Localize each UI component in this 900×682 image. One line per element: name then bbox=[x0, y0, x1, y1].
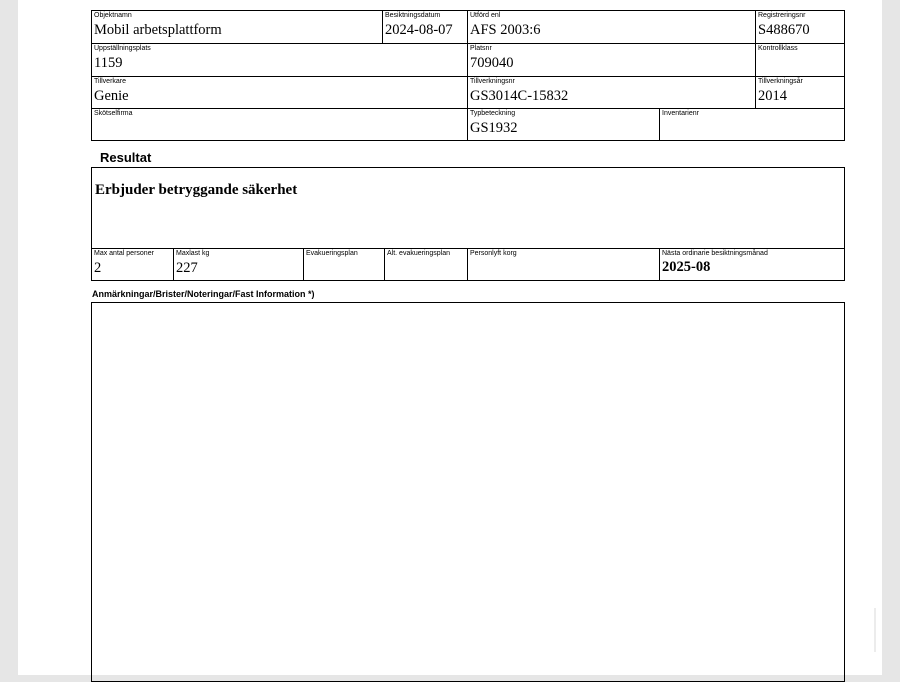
maxlast-cell bbox=[173, 248, 303, 281]
personlyft-korg-label: Personlyft korg bbox=[470, 250, 517, 257]
besiktningsdatum-label: Besiktningsdatum bbox=[385, 12, 441, 19]
skotselfirma-cell bbox=[91, 108, 467, 141]
tillverkare-cell bbox=[91, 76, 467, 108]
typbeteckning-label: Typbeteckning bbox=[470, 110, 516, 117]
max-antal-personer-cell bbox=[91, 248, 173, 281]
tillverkningsnr-label: Tillverkningsnr bbox=[470, 78, 515, 85]
max-antal-personer-label: Max antal personer bbox=[94, 250, 154, 257]
registreringsnr-cell bbox=[755, 10, 845, 43]
registreringsnr-label: Registreringsnr bbox=[758, 12, 806, 19]
objektnamn-value: Mobil arbetsplattform bbox=[94, 22, 222, 38]
tillverkare-value: Genie bbox=[94, 88, 129, 104]
platsnr-cell bbox=[467, 43, 755, 76]
tillverkare-label: Tillverkare bbox=[94, 78, 127, 85]
utford-enl-value: AFS 2003:6 bbox=[470, 22, 541, 38]
registreringsnr-value: S488670 bbox=[758, 22, 810, 38]
tillverkningsnr-value: GS3014C-15832 bbox=[470, 88, 569, 104]
page-edge-mark bbox=[874, 608, 876, 652]
tillverkningsar-value: 2014 bbox=[758, 88, 787, 104]
kontrollklass-label: Kontrollklass bbox=[758, 45, 798, 52]
uppstallningsplats-value: 1159 bbox=[94, 55, 123, 71]
alt-evakueringsplan-label: Alt. evakueringsplan bbox=[387, 250, 451, 257]
inventarienr-cell bbox=[659, 108, 845, 141]
utford-enl-cell bbox=[467, 10, 755, 43]
objektnamn-label: Objektnamn bbox=[94, 12, 132, 19]
skotselfirma-label: Skötselfirma bbox=[94, 110, 133, 117]
tillverkningsar-label: Tillverkningsår bbox=[758, 78, 803, 85]
personlyft-korg-cell bbox=[467, 248, 659, 281]
document-page bbox=[18, 0, 882, 675]
result-heading: Resultat bbox=[100, 150, 152, 165]
alt-evakueringsplan-cell bbox=[384, 248, 467, 281]
max-antal-personer-value: 2 bbox=[94, 260, 102, 276]
utford-enl-label: Utförd enl bbox=[470, 12, 501, 19]
tillverkningsnr-cell bbox=[467, 76, 755, 108]
uppstallningsplats-label: Uppställningsplats bbox=[94, 45, 151, 52]
uppstallningsplats-cell bbox=[91, 43, 467, 76]
nasta-besiktning-cell bbox=[659, 248, 845, 281]
typbeteckning-value: GS1932 bbox=[470, 120, 518, 136]
typbeteckning-cell bbox=[467, 108, 659, 141]
result-verdict: Erbjuder betryggande säkerhet bbox=[95, 182, 298, 198]
evakueringsplan-label: Evakueringsplan bbox=[306, 250, 358, 257]
platsnr-value: 709040 bbox=[470, 55, 514, 71]
objektnamn-cell bbox=[91, 10, 382, 43]
remarks-heading: Anmärkningar/Brister/Noteringar/Fast Information *) bbox=[92, 289, 315, 299]
nasta-besiktning-label: Nästa ordinarie besiktningsmånad bbox=[662, 250, 768, 257]
maxlast-value: 227 bbox=[176, 260, 198, 276]
inventarienr-label: Inventarienr bbox=[662, 110, 699, 117]
kontrollklass-cell bbox=[755, 43, 845, 76]
evakueringsplan-cell bbox=[303, 248, 384, 281]
maxlast-label: Maxlast kg bbox=[176, 250, 210, 257]
nasta-besiktning-value: 2025-08 bbox=[662, 259, 711, 275]
platsnr-label: Platsnr bbox=[470, 45, 492, 52]
besiktningsdatum-cell bbox=[382, 10, 467, 43]
remarks-box bbox=[91, 302, 845, 682]
besiktningsdatum-value: 2024-08-07 bbox=[385, 22, 453, 38]
tillverkningsar-cell bbox=[755, 76, 845, 108]
